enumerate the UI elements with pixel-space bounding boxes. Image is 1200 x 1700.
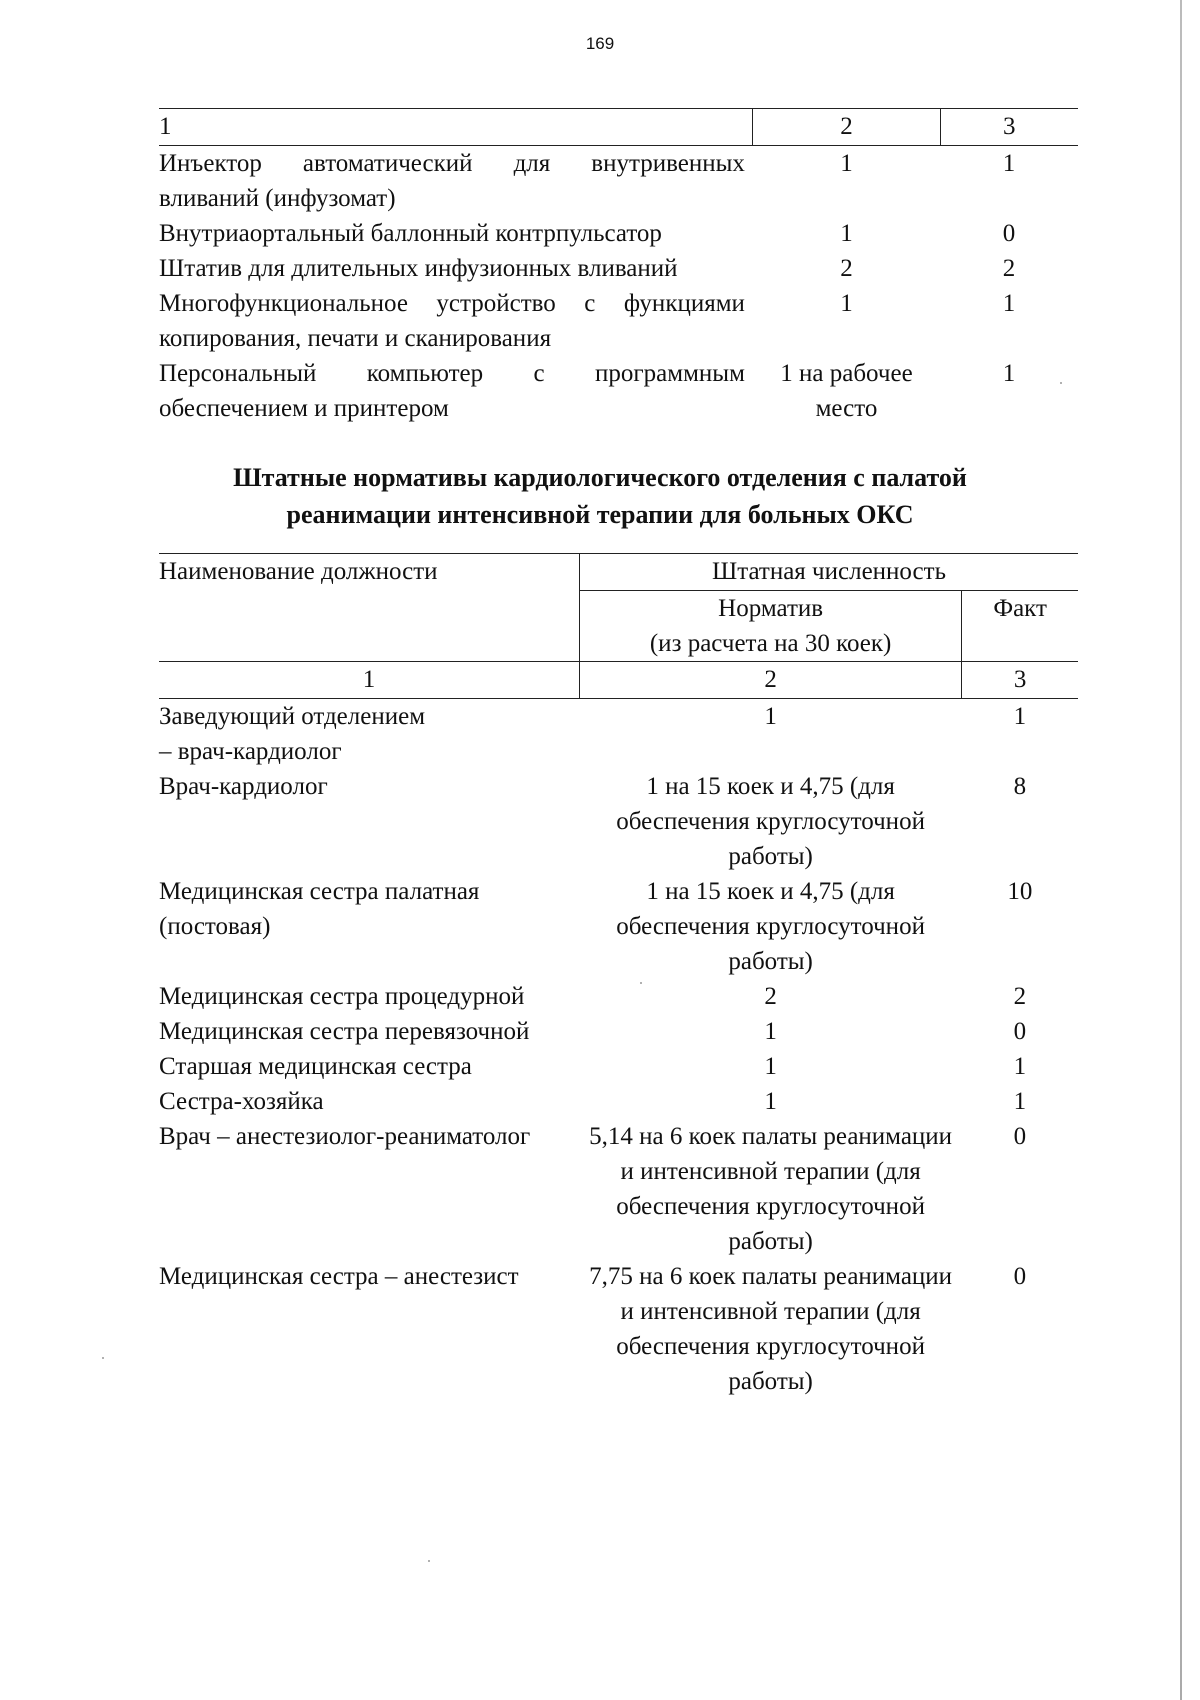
table-row — [159, 1084, 1078, 1119]
position-name: Медицинская сестра процедурной — [159, 983, 525, 1010]
equipment-count: 2 — [840, 255, 853, 282]
equipment-table — [159, 108, 1078, 426]
table-row — [159, 874, 1078, 979]
staff-fact: 0 — [1013, 1263, 1027, 1290]
staff-fact: 1 — [1013, 1053, 1027, 1080]
position-name: Медицинская сестра палатная (постовая) — [159, 878, 480, 940]
table-row — [159, 979, 1078, 1014]
table-row — [159, 1259, 1078, 1399]
equipment-name: Многофункциональное устройство с функциями копирования, печати и сканирования — [159, 290, 745, 352]
equipment-fact: 1 — [1002, 150, 1016, 177]
staff-fact: 1 — [1013, 1088, 1027, 1115]
equipment-col-2-header: 2 — [753, 109, 940, 146]
equipment-name: Внутриаортальный баллонный контрпульсатор — [159, 220, 662, 247]
table-row — [159, 356, 1078, 426]
section-title-line-1: Штатные нормативы кардиологического отделения с палатой — [233, 463, 967, 492]
table-row — [159, 769, 1078, 874]
equipment-fact: 0 — [1002, 220, 1016, 247]
table-row — [159, 216, 1078, 251]
staff-fact: 0 — [1013, 1018, 1027, 1045]
staff-column-numbers — [159, 662, 1078, 699]
staff-norm: 1 — [764, 1088, 777, 1115]
position-name: Медицинская сестра перевязочной — [159, 1018, 530, 1045]
position-name: Заведующий отделением – врач-кардиолог — [159, 703, 426, 765]
staff-col-3-number: 3 — [962, 662, 1078, 699]
staff-fact: 0 — [1013, 1123, 1027, 1150]
staff-norm: 1 — [764, 1018, 777, 1045]
position-name: Врач – анестезиолог-реаниматолог — [159, 1123, 531, 1150]
equipment-count: 1 — [840, 220, 853, 247]
equipment-table-header — [159, 109, 1078, 146]
staff-norm: 1 на 15 коек и 4,75 (для обеспечения круглосуточной работы) — [616, 878, 925, 975]
position-header: Наименование должности — [159, 554, 580, 662]
fact-header: Факт — [962, 591, 1078, 662]
table-row — [159, 1119, 1078, 1259]
staff-norm: 1 — [764, 703, 777, 730]
equipment-col-3-header: 3 — [940, 109, 1078, 146]
position-name: Медицинская сестра – анестезист — [159, 1263, 519, 1290]
equipment-count: 1 на рабочее место — [780, 360, 913, 422]
staff-fact: 10 — [1007, 878, 1033, 905]
scan-edge-line — [1180, 0, 1182, 1700]
page-number: 169 — [585, 34, 615, 53]
staff-col-2-number: 2 — [580, 662, 962, 699]
norm-header-line-2: (из расчета на 30 коек) — [649, 630, 892, 657]
staff-fact: 8 — [1013, 773, 1027, 800]
position-name: Сестра-хозяйка — [159, 1088, 324, 1115]
table-row — [159, 286, 1078, 356]
table-row — [159, 1049, 1078, 1084]
table-row — [159, 146, 1078, 217]
staffing-header: Штатная численность — [580, 554, 1079, 591]
staff-table — [159, 553, 1078, 1399]
equipment-count: 1 — [840, 290, 853, 317]
staff-norm: 1 — [764, 1053, 777, 1080]
staff-norm: 5,14 на 6 коек палаты реанимации и интенсивной терапии (для обеспечения круглосуточной работы) — [589, 1123, 953, 1255]
staff-fact: 2 — [1013, 983, 1027, 1010]
table-row — [159, 699, 1078, 770]
equipment-fact: 1 — [1002, 360, 1016, 387]
section-title-line-2: реанимации интенсивной терапии для больных ОКС — [286, 500, 914, 529]
scan-speck — [102, 1357, 104, 1359]
equipment-name: Персональный компьютер с программным обеспечением и принтером — [159, 360, 745, 422]
equipment-fact: 2 — [1002, 255, 1016, 282]
scan-speck — [428, 1560, 430, 1562]
norm-header-line-1: Норматив — [718, 595, 824, 622]
equipment-name: Инъектор автоматический для внутривенных вливаний (инфузомат) — [159, 150, 745, 212]
equipment-name: Штатив для длительных инфузионных вливаний — [159, 255, 678, 282]
staff-norm: 7,75 на 6 коек палаты реанимации и интенсивной терапии (для обеспечения круглосуточной работы) — [589, 1263, 953, 1395]
staff-fact: 1 — [1013, 703, 1027, 730]
equipment-col-1-header: 1 — [159, 109, 753, 146]
equipment-fact: 1 — [1002, 290, 1016, 317]
staff-header-row-1 — [159, 554, 1078, 591]
equipment-count: 1 — [840, 150, 853, 177]
position-name: Старшая медицинская сестра — [159, 1053, 472, 1080]
staff-norm: 2 — [764, 983, 777, 1010]
norm-header — [580, 591, 962, 662]
staff-col-1-number: 1 — [159, 662, 580, 699]
table-row — [159, 1014, 1078, 1049]
section-title — [100, 459, 1100, 533]
staff-norm: 1 на 15 коек и 4,75 (для обеспечения круглосуточной работы) — [616, 773, 925, 870]
position-name: Врач-кардиолог — [159, 773, 328, 800]
table-row — [159, 251, 1078, 286]
